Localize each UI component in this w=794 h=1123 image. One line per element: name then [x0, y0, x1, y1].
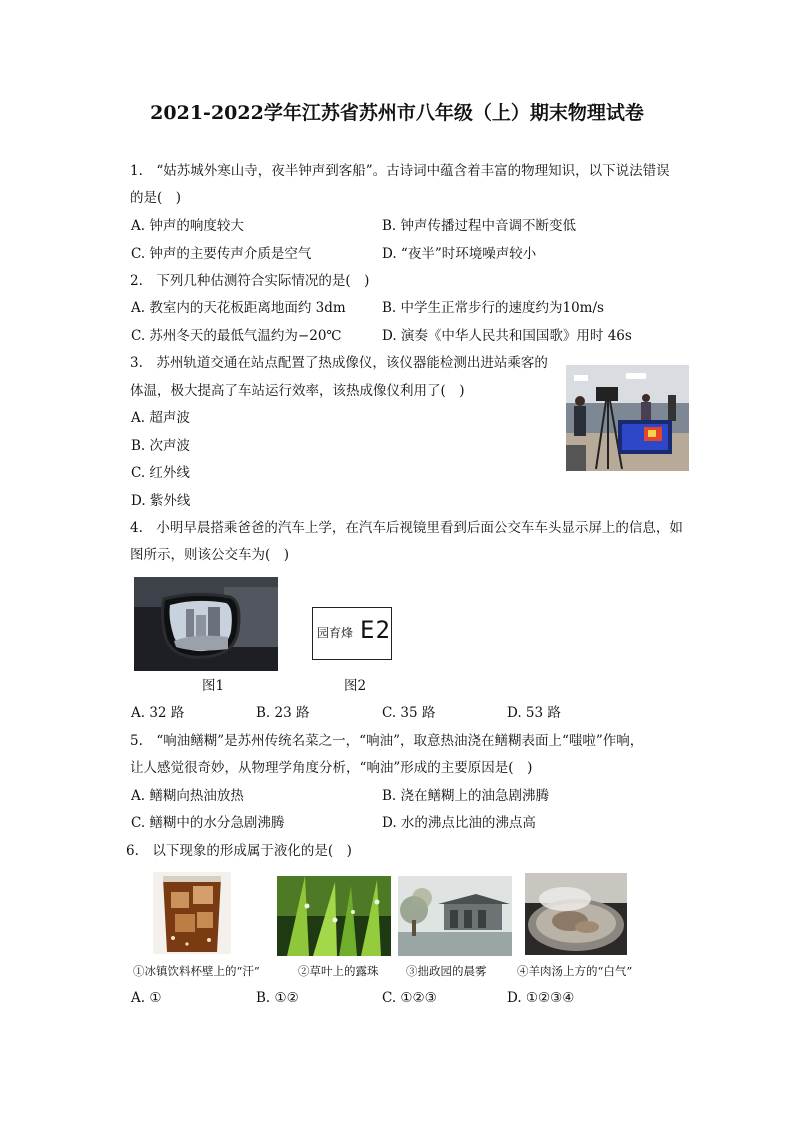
- q6-stem: 6. 以下现象的形成属于液化的是( ): [126, 843, 352, 859]
- q6-option-c: C. ①②③: [382, 990, 437, 1006]
- q1-stem-line2: 的是( ): [130, 190, 182, 206]
- q1-option-b: B. 钟声传播过程中音调不断变低: [382, 218, 577, 234]
- photo-caption-2: ②草叶上的露珠: [298, 964, 379, 978]
- q2-option-b: B. 中学生正常步行的速度约为10m/s: [382, 300, 604, 316]
- q4-option-a: A. 32 路: [131, 705, 185, 721]
- q2-option-c: C. 苏州冬天的最低气温约为−20℃: [131, 328, 342, 344]
- q3-option-d: D. 紫外线: [131, 493, 191, 509]
- photo-caption-4: ④羊肉汤上方的“白气”: [517, 964, 633, 978]
- q5-stem-line2: 让人感觉很奇妙，从物理学角度分析，“响油”形成的主要原因是( ): [130, 760, 533, 776]
- q3-option-a: A. 超声波: [131, 410, 190, 426]
- q5-stem-line1: 5. “响油鳝糊”是苏州传统名菜之一，“响油”，取意热油浇在鳝糊表面上“嗤啦”作响，: [130, 733, 644, 749]
- q3-option-b: B. 次声波: [131, 438, 191, 454]
- grass-dew-photo: [277, 876, 391, 956]
- q2-option-d: D. 演奏《中华人民共和国国歌》用时 46s: [382, 328, 632, 344]
- photo-caption-1: ①冰镇饮料杯壁上的“汗”: [133, 964, 260, 978]
- q3-option-c: C. 红外线: [131, 465, 190, 481]
- q2-stem: 2. 下列几种估测符合实际情况的是( ): [130, 273, 370, 289]
- bus-display-text: 园育烽: [317, 626, 354, 640]
- rearview-mirror-photo: [134, 577, 278, 671]
- q1-option-d: D. “夜半”时环境噪声较小: [382, 246, 537, 262]
- q1-option-c: C. 钟声的主要传声介质是空气: [131, 246, 312, 262]
- page-title: 2021-2022学年江苏省苏州市八年级（上）期末物理试卷: [150, 102, 644, 124]
- q4-stem-line1: 4. 小明早晨搭乘爸爸的汽车上学，在汽车后视镜里看到后面公交车车头显示屏上的信息，如: [130, 520, 683, 536]
- q4-stem-line2: 图所示，则该公交车为( ): [130, 547, 290, 563]
- q5-option-c: C. 鳝糊中的水分急剧沸腾: [131, 815, 285, 831]
- garden-mist-photo: [398, 876, 512, 956]
- thermal-imager-photo: [566, 365, 689, 471]
- figure-1-caption: 图1: [202, 678, 225, 694]
- q5-option-a: A. 鳝糊向热油放热: [131, 788, 244, 804]
- iced-drink-photo: [153, 872, 231, 954]
- figure-2-caption: 图2: [344, 678, 367, 694]
- bus-display-number: E2: [360, 616, 391, 644]
- photo-caption-3: ③拙政园的晨雾: [406, 964, 487, 978]
- q3-stem-line1: 3. 苏州轨道交通在站点配置了热成像仪，该仪器能检测出进站乘客的: [130, 355, 548, 371]
- q5-option-d: D. 水的沸点比油的沸点高: [382, 815, 536, 831]
- mutton-soup-steam-photo: [525, 873, 627, 955]
- q6-option-b: B. ①②: [256, 990, 299, 1006]
- q4-option-b: B. 23 路: [256, 705, 310, 721]
- q1-option-a: A. 钟声的响度较大: [131, 218, 244, 234]
- q4-option-c: C. 35 路: [382, 705, 436, 721]
- q5-option-b: B. 浇在鳝糊上的油急剧沸腾: [382, 788, 550, 804]
- q6-option-a: A. ①: [131, 990, 162, 1006]
- q2-option-a: A. 教室内的天花板距离地面约 3dm: [131, 300, 346, 316]
- q3-stem-line2: 体温，极大提高了车站运行效率，该热成像仪利用了( ): [130, 383, 465, 399]
- q1-stem-line1: 1. “姑苏城外寒山寺，夜半钟声到客船”。古诗词中蕴含着丰富的物理知识，以下说法错误: [130, 163, 670, 179]
- q4-option-d: D. 53 路: [507, 705, 561, 721]
- bus-display-figure: [312, 607, 392, 660]
- q6-option-d: D. ①②③④: [507, 990, 575, 1006]
